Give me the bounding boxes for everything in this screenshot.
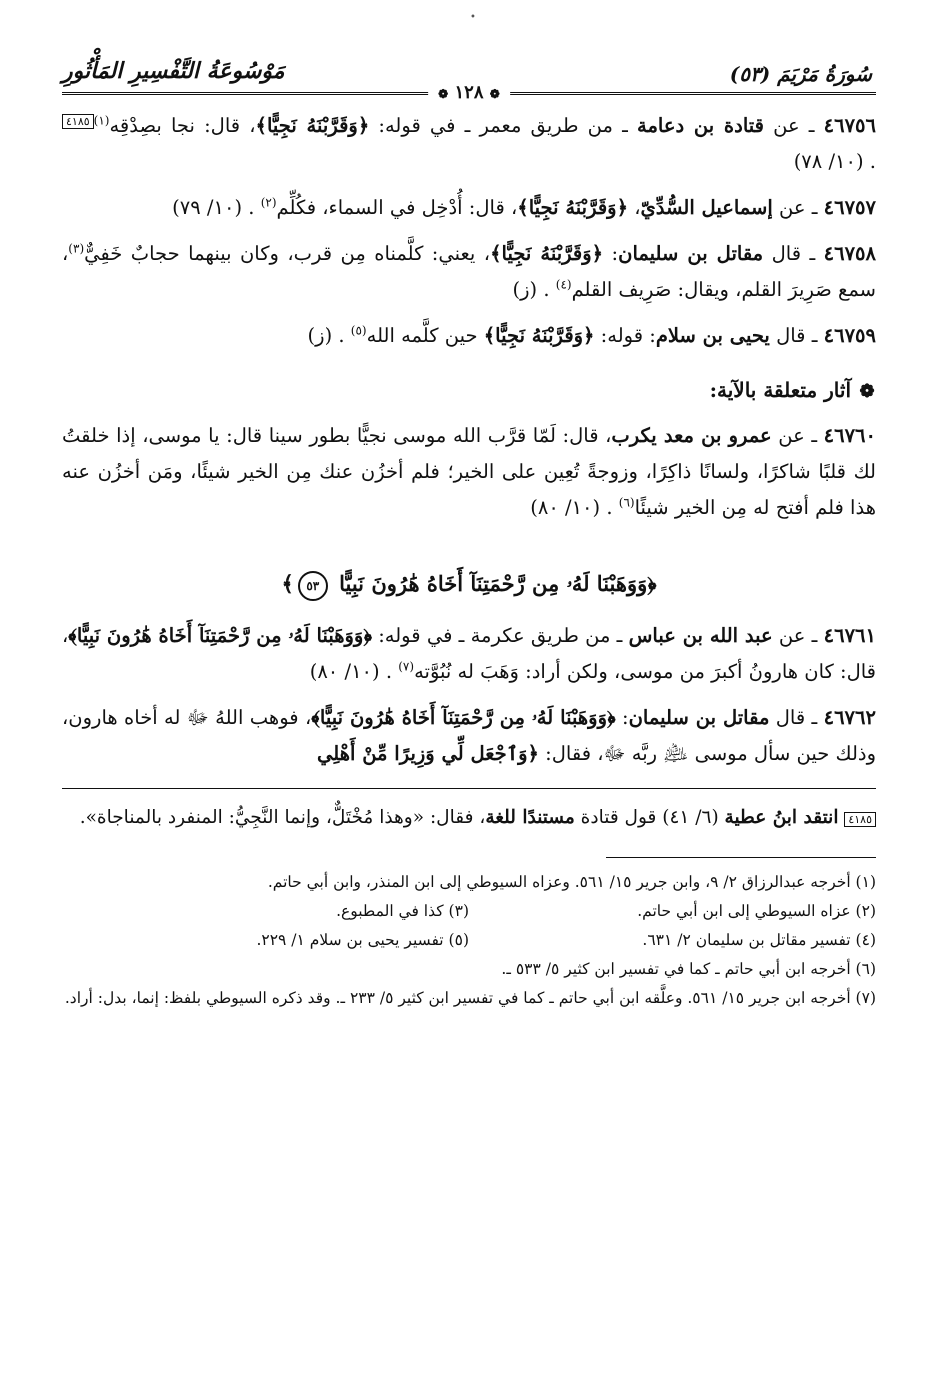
entry-prefix: ـ عن <box>772 196 824 219</box>
entry-text: ، <box>628 196 641 219</box>
footnote-row <box>62 926 876 955</box>
entry-number: ٤٦٧٥٦ <box>823 114 876 137</box>
surah-number: (٥٣) <box>729 62 771 86</box>
footnote: (١) أخرجه عبدالرزاق ٢/ ٩، وابن جرير ١٥/ ٥٦١. وعزاه السيوطي إلى ابن المنذر، وابن أبي حاتم. <box>267 873 876 891</box>
footnote-marker: (٥) <box>350 323 367 338</box>
quran-quote: ﴿وَوَهَبْنَا لَهُۥ مِن رَّحْمَتِنَآ أَخَاهُ هَٰرُونَ نَبِيًّا﴾ <box>311 706 616 729</box>
narrator-name: عمرو بن معد يكرب <box>611 424 772 447</box>
footnote: (٥) تفسير يحيى بن سلام ١/ ٢٢٩. <box>256 931 469 949</box>
footnote-marker: (٢) <box>260 195 277 210</box>
entry-number: ٤٦٧٥٧ <box>823 196 876 219</box>
quran-verse <box>62 566 876 602</box>
page-number: ١٢٨ <box>454 82 484 103</box>
commentary-rule <box>62 788 876 789</box>
verse-text: ﴿وَوَهَبْنَا لَهُۥ مِن رَّحْمَتِنَآ أَخَاهُ هَٰرُونَ نَبِيًّا <box>339 571 657 596</box>
footnote-rule <box>606 857 876 858</box>
entry-text: ، يعني: كلَّمناه مِن قرب، وكان بينهما حجابٌ خَفِيٌّ <box>84 242 491 265</box>
volume-reference: . (ز) <box>307 324 345 347</box>
athar-entry <box>62 418 876 526</box>
ornament-icon: ❁ <box>438 87 449 101</box>
entry-prefix: ـ عن <box>772 624 824 647</box>
narrator-name: إسماعيل السُّدِّيّ <box>640 196 773 219</box>
verse-close: ﴾ <box>281 571 294 596</box>
entry-text: ، فوهب اللهُ ﷻ له أخاه هارون، وذلك حين سأل موسى ﵇ ربَّه ﷻ، فقال: <box>62 706 876 765</box>
commentary-badge: ٤١٨٥ <box>62 114 94 129</box>
footnote-marker: (٤) <box>555 277 572 292</box>
quran-quote: ﴿وَقَرَّبْنَهُ نَجِيًّا﴾ <box>490 242 604 265</box>
entry-text: ـ من طريق عكرمة ـ في قوله: <box>371 624 629 647</box>
entry-number: ٤٦٧٦١ <box>823 624 876 647</box>
footnote: (٢) عزاه السيوطي إلى ابن أبي حاتم. <box>637 902 876 920</box>
volume-reference: . (١٠/ ٧٩) <box>172 196 255 219</box>
commentary-text: ، فقال: «وهذا مُخْتَلٌّ، وإنما النَّجِيُّ: المنفرد بالمناجاة». <box>79 807 486 828</box>
entry-text: حين كلَّمه الله <box>366 324 484 347</box>
footnote-marker: (٦) <box>618 495 635 510</box>
footnote: (٦) أخرجه ابن أبي حاتم ـ كما في تفسير ابن كثير ٥/ ٥٣٣ ـ. <box>501 960 876 978</box>
footnote-marker: (٧) <box>398 659 415 674</box>
footnote-marker: (٣) <box>68 241 85 256</box>
quran-quote: ﴿وَٱجْعَل لِّي وَزِيرًا مِّنْ أَهْلِي <box>317 742 539 765</box>
quran-quote: ﴿وَقَرَّبْنَهُ نَجِيًّا﴾ <box>517 196 629 219</box>
page <box>62 48 876 1013</box>
entry-prefix: ـ قال <box>763 242 824 265</box>
ornament-icon: ❁ <box>489 87 500 101</box>
entry-number: ٤٦٧٦٠ <box>823 424 876 447</box>
footnote: (٤) تفسير مقاتل بن سليمان ٢/ ٦٣١. <box>642 931 876 949</box>
narration-entry <box>62 190 876 226</box>
book-title: مَوْسُوعَةُ التَّفْسِيرِ المَأْثُورِ <box>62 58 285 84</box>
surah-title: سُورَةُ مَرْيَمَ <box>777 62 872 86</box>
surah-header <box>730 62 872 86</box>
narration-entry <box>62 318 876 354</box>
entry-number: ٤٦٧٦٢ <box>823 706 876 729</box>
footnote: (٧) أخرجه ابن جرير ١٥/ ٥٦١. وعلَّقه ابن أبي حاتم ـ كما في تفسير ابن كثير ٥/ ٢٣٣ ـ. وقد ذكره السيوطي بلفظ: إنما، بدل: أراد. <box>64 989 876 1007</box>
section-heading <box>62 372 876 410</box>
entry-prefix: ـ عن <box>763 114 824 137</box>
narration-entry <box>62 236 876 308</box>
entry-text: ، قال: كان هارونُ أكبرَ من موسى، ولكن أراد: وَهَبَ له نُبُوَّته <box>62 624 876 683</box>
entry-prefix: ـ قال <box>769 324 824 347</box>
section-heading-text: آثار متعلقة بالآية: <box>709 378 852 402</box>
entry-text: ، سمع صَرِيرَ القلم، ويقال: صَرِيف القلم <box>62 242 876 301</box>
quran-quote: ﴿وَقَرَّبْنَهُ نَجِيًّا﴾ <box>255 114 370 137</box>
narration-entry <box>62 108 876 180</box>
commentary-badge: ٤١٨٥ <box>844 812 876 827</box>
footnote: (٣) كذا في المطبوع. <box>336 902 469 920</box>
volume-reference: . (١٠/ ٨٠) <box>530 496 613 519</box>
quran-quote: ﴿وَوَهَبْنَا لَهُۥ مِن رَّحْمَتِنَآ أَخَاهُ هَٰرُونَ نَبِيًّا﴾ <box>68 624 372 647</box>
narration-entry <box>62 618 876 690</box>
footnote-marker: (١) <box>93 113 110 128</box>
entry-text: ـ من طريق معمر ـ في قوله: <box>369 114 637 137</box>
entry-number: ٤٦٧٥٩ <box>823 324 876 347</box>
entry-text: : قوله: <box>594 324 656 347</box>
entry-text: ، قال: أُدْخِل في السماء، فكُلِّم <box>276 196 518 219</box>
commentary-emphasis: مستندًا للغة <box>485 807 575 828</box>
narrator-name: مقاتل بن سليمان <box>628 706 770 729</box>
entry-text: ، قال: لَمّا قرَّب الله موسى نجيًّا بطور سينا قال: يا موسى، إذا خلقتُ لك قلبًا شاكرًا، ولسانًا ذاكِرًا، وزوجةً تُعِين على الخير؛ فلم أخزُن عنك مِن الخير شيئًا، ومَن أخزُن عنه هذا فلم أفتح له مِن الخير شيئًا <box>62 424 876 519</box>
ayah-number: ٥٣ <box>298 571 328 601</box>
flower-icon: ❁ <box>859 381 875 402</box>
footnote-row <box>62 897 876 926</box>
commentary-lead: انتقد ابنُ عطية <box>724 807 839 828</box>
entry-prefix: ـ عن <box>771 424 824 447</box>
page-number-box <box>428 82 510 103</box>
volume-reference: . (ز) <box>512 278 550 301</box>
volume-reference: . (١٠/ ٧٨) <box>793 150 876 173</box>
footnotes <box>62 868 876 1013</box>
narrator-name: يحيى بن سلام <box>655 324 770 347</box>
entry-number: ٤٦٧٥٨ <box>823 242 876 265</box>
margin-dot: • <box>470 12 476 23</box>
narration-entry <box>62 700 876 772</box>
running-header <box>62 48 876 103</box>
entry-prefix: ـ قال <box>769 706 824 729</box>
commentary-note <box>62 801 876 835</box>
entry-text: ، قال: نجا بصِدْقِه <box>109 114 256 137</box>
narrator-name: عبد الله بن عباس <box>628 624 773 647</box>
narrator-name: قتادة بن دعامة <box>637 114 764 137</box>
main-text <box>62 108 876 772</box>
entry-text: : <box>603 242 619 265</box>
commentary-text: (٦/ ٤١) قول قتادة <box>574 807 725 828</box>
quran-quote: ﴿وَقَرَّبْنَهُ نَجِيًّا﴾ <box>483 324 595 347</box>
volume-reference: . (١٠/ ٨٠) <box>309 660 393 683</box>
narrator-name: مقاتل بن سليمان <box>618 242 764 265</box>
entry-text: : <box>615 706 629 729</box>
